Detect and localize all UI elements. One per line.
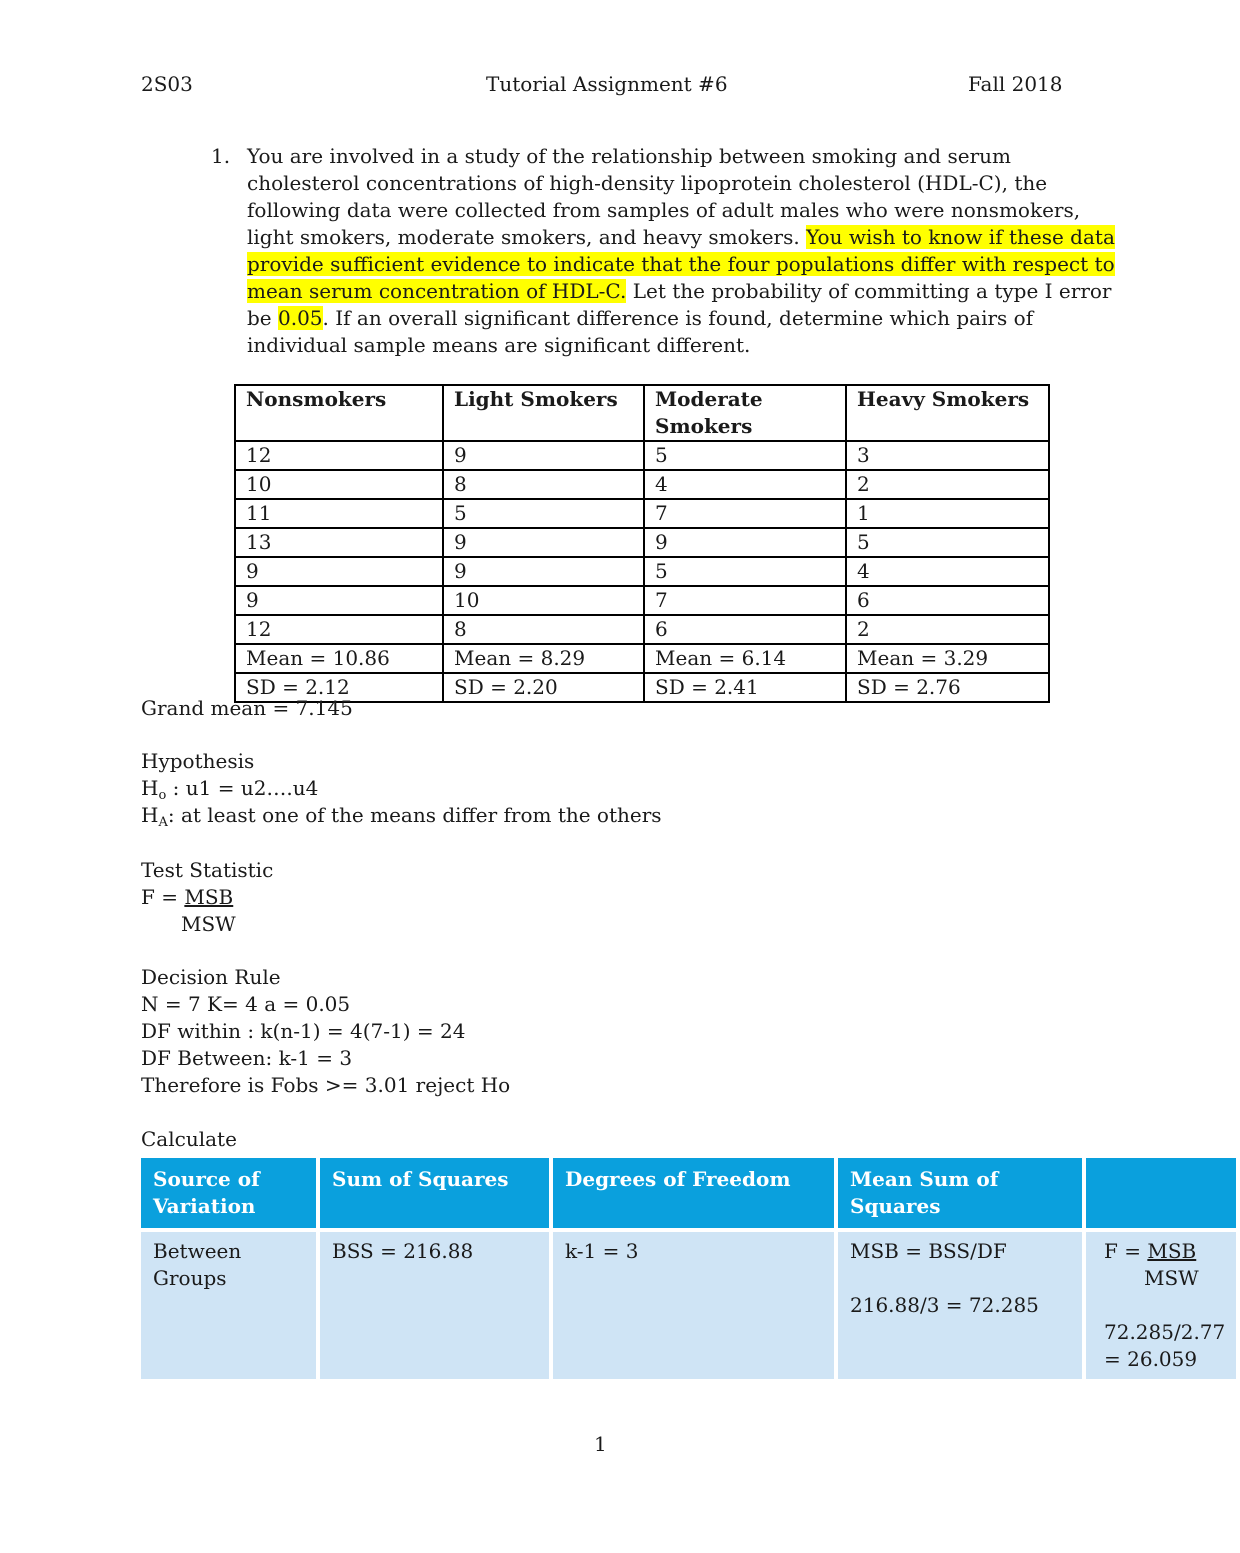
f-cell (1086, 1232, 1236, 1379)
question-number: 1. (211, 144, 231, 168)
table-cell: 4 (846, 557, 1049, 586)
hypothesis-title: Hypothesis (141, 749, 255, 773)
table-cell: SD = 2.20 (443, 673, 644, 702)
h0-text: : u1 = u2….u4 (166, 776, 319, 800)
header-heavy-smokers: Heavy Smokers (846, 385, 1049, 441)
table-cell: 4 (644, 470, 846, 499)
table-cell: 5 (644, 441, 846, 470)
table-cell: 9 (443, 528, 644, 557)
decision-rule-line: DF within : k(n-1) = 4(7-1) = 24 (141, 1019, 466, 1043)
question-line: cholesterol concentrations of high-density lipoprotein cholesterol (HDL-C), the (247, 171, 1048, 195)
f-cell-numerator: MSB (1147, 1239, 1197, 1263)
table-cell: 5 (846, 528, 1049, 557)
table-cell: 7 (644, 586, 846, 615)
table-cell: 10 (235, 470, 443, 499)
highlighted-text: mean serum concentration of HDL-C. (247, 279, 627, 303)
table-cell: 9 (644, 528, 846, 557)
f-formula (141, 884, 233, 911)
table-cell: 9 (235, 557, 443, 586)
h0-subscript: o (158, 788, 167, 803)
table-cell: SD = 2.76 (846, 673, 1049, 702)
table-cell: 5 (443, 499, 644, 528)
question-line: You are involved in a study of the relationship between smoking and serum (247, 144, 1011, 168)
decision-rule-line: Therefore is Fobs >= 3.01 reject Ho (141, 1073, 511, 1097)
question-line: following data were collected from samples of adult males who were nonsmokers, (247, 198, 1081, 222)
table-cell: 7 (644, 499, 846, 528)
table-cell: 2 (846, 615, 1049, 644)
ss-cell: BSS = 216.88 (320, 1232, 549, 1379)
f-cell-formula (1104, 1238, 1224, 1265)
question-text-plain: Let the probability of committing a type I error (626, 279, 1112, 303)
header-source-of-variation: Source of Variation (141, 1158, 316, 1228)
table-cell: 3 (846, 441, 1049, 470)
table-row (235, 528, 1049, 557)
table-row (235, 441, 1049, 470)
f-prefix: F = (141, 885, 185, 909)
ms-formula: MSB = BSS/DF (850, 1239, 1007, 1263)
table-cell: Mean = 10.86 (235, 644, 443, 673)
calculate-title: Calculate (141, 1127, 237, 1151)
table-cell: 8 (443, 615, 644, 644)
table-cell: 5 (644, 557, 846, 586)
question-line (247, 251, 1115, 278)
table-cell: 9 (235, 586, 443, 615)
header-degrees-of-freedom: Degrees of Freedom (553, 1158, 834, 1228)
anova-table (137, 1154, 1240, 1383)
header-sum-of-squares: Sum of Squares (320, 1158, 549, 1228)
table-cell: 2 (846, 470, 1049, 499)
decision-rule-line: N = 7 K= 4 a = 0.05 (141, 992, 351, 1016)
highlighted-text: You wish to know if these data (806, 225, 1115, 249)
question-line (247, 278, 1111, 305)
table-cell: SD = 2.41 (644, 673, 846, 702)
table-cell: 6 (644, 615, 846, 644)
ms-cell (838, 1232, 1082, 1379)
table-row (235, 615, 1049, 644)
f-cell-result: = 26.059 (1104, 1347, 1198, 1371)
table-cell: Mean = 3.29 (846, 644, 1049, 673)
question-line (247, 224, 1115, 251)
anova-header-row (141, 1158, 1236, 1228)
table-cell: 9 (443, 441, 644, 470)
header-course: 2S03 (141, 72, 193, 96)
ha-text: : at least one of the means differ from the others (167, 803, 662, 827)
grand-mean: Grand mean = 7.145 (141, 696, 353, 720)
question-text-plain: be (247, 306, 278, 330)
table-row (235, 586, 1049, 615)
ha-label: H (141, 803, 159, 827)
table-cell: 8 (443, 470, 644, 499)
table-cell: 12 (235, 615, 443, 644)
table-cell: Mean = 6.14 (644, 644, 846, 673)
h0-label: H (141, 776, 159, 800)
f-denominator: MSW (181, 912, 236, 936)
alternative-hypothesis (141, 802, 662, 836)
table-cell: 9 (443, 557, 644, 586)
f-numerator: MSB (184, 885, 234, 909)
f-cell-prefix: F = (1104, 1239, 1148, 1263)
ms-value: 216.88/3 = 72.285 (850, 1293, 1039, 1317)
table-row (235, 644, 1049, 673)
table-body (235, 441, 1049, 702)
decision-rule-title: Decision Rule (141, 965, 281, 989)
page-number: 1 (594, 1432, 607, 1456)
question-line: individual sample means are significant different. (247, 333, 751, 357)
header-moderate-smokers: Moderate Smokers (644, 385, 846, 441)
table-cell: 6 (846, 586, 1049, 615)
table-row (141, 1232, 1236, 1379)
table-cell: 1 (846, 499, 1049, 528)
question-text-plain: light smokers, moderate smokers, and heavy smokers. (247, 225, 807, 249)
table-cell: Mean = 8.29 (443, 644, 644, 673)
header-nonsmokers: Nonsmokers (235, 385, 443, 441)
question-line (247, 305, 1033, 332)
table-header-row (235, 385, 1049, 441)
table-row (235, 673, 1049, 702)
table-cell: 10 (443, 586, 644, 615)
table-row (235, 557, 1049, 586)
ha-subscript: A (158, 815, 168, 830)
table-cell: 12 (235, 441, 443, 470)
table-cell: SD = 2.12 (235, 673, 443, 702)
smoking-data-table (234, 384, 1050, 703)
header-title: Tutorial Assignment #6 (486, 72, 728, 96)
decision-rule-line: DF Between: k-1 = 3 (141, 1046, 353, 1070)
header-light-smokers: Light Smokers (443, 385, 644, 441)
f-cell-denominator: MSW (1144, 1266, 1199, 1290)
table-row (235, 470, 1049, 499)
table-row (235, 499, 1049, 528)
question-text-plain: . If an overall significant difference is found, determine which pairs of (322, 306, 1034, 330)
df-cell: k-1 = 3 (553, 1232, 834, 1379)
header-mean-sum-of-squares: Mean Sum of Squares (838, 1158, 1082, 1228)
header-term: Fall 2018 (968, 72, 1063, 96)
test-statistic-title: Test Statistic (141, 858, 274, 882)
highlighted-alpha: 0.05 (278, 306, 323, 330)
highlighted-text: provide sufficient evidence to indicate that the four populations differ with respect to (247, 252, 1115, 276)
table-cell: 11 (235, 499, 443, 528)
f-cell-calc: 72.285/2.77 (1104, 1320, 1226, 1344)
header-f (1086, 1158, 1236, 1228)
table-cell: 13 (235, 528, 443, 557)
source-cell: Between Groups (141, 1232, 316, 1379)
